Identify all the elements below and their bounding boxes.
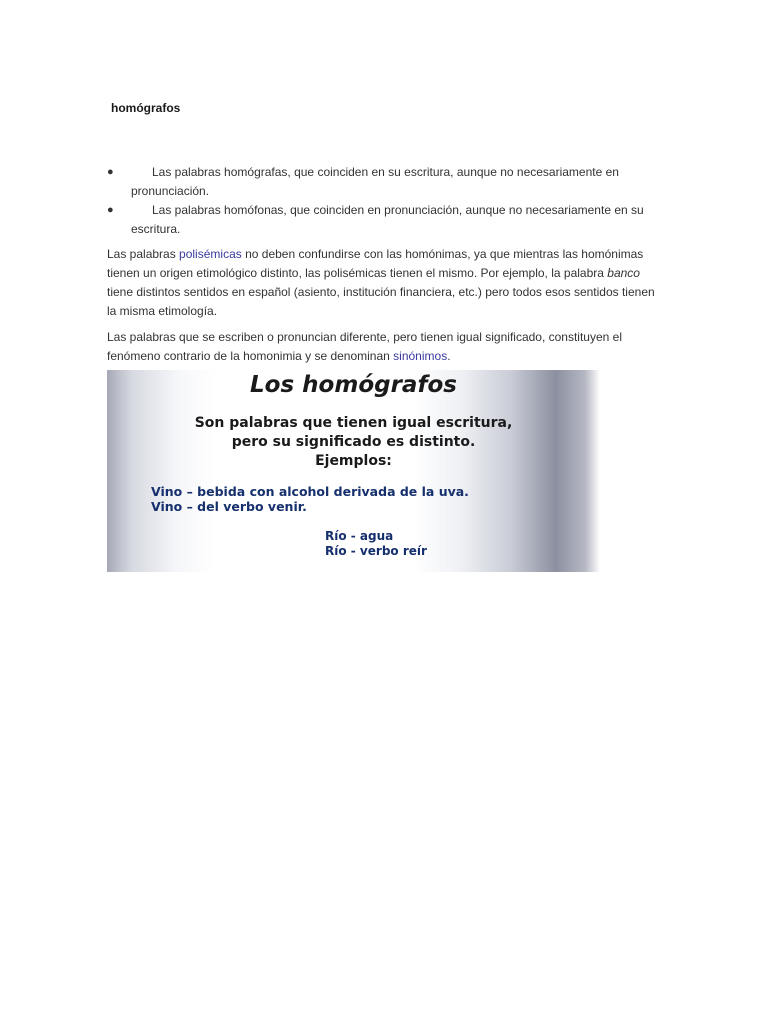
banner-description-line: pero su significado es distinto. [231,434,476,450]
bullet-list [107,163,652,239]
paragraph-text: tiene distintos sentidos en español (asiento, institución financiera, etc.) pero todos esos sentidos tienen la misma etimología. [107,285,655,318]
bullet-icon: ● [107,204,114,216]
list-item [107,201,652,239]
polisemicas-link[interactable]: polisémicas [179,247,242,261]
paragraph-text: . [447,349,451,363]
banner-example: Vino – bebida con alcohol derivada de la uva. [151,484,469,499]
paragraph-synonyms [107,328,655,366]
paragraph-text: Las palabras [107,247,180,261]
banner-description-line: Ejemplos: [315,453,392,469]
banner-example: Río - verbo reír [325,544,427,558]
homografos-banner-image [107,370,600,572]
banner-example: Río - agua [325,529,394,543]
banner-title: Los homógrafos [250,372,457,398]
banner-description [107,414,600,471]
bullet-icon: ● [107,166,114,178]
sinonimos-link[interactable]: sinónimos [393,349,448,363]
banner-description-line: Son palabras que tienen igual escritura, [194,415,513,431]
bullet-text: Las palabras homófonas, que coinciden en pronunciación, aunque no necesariamente en su escritura. [131,203,644,236]
paragraph-text: Las palabras que se escriben o pronuncian diferente, pero tienen igual significado, constituyen el fenómeno contrario de la homonimia y se denominan [107,330,623,363]
paragraph-text: no deben confundirse con las homónimas, ya que mientras las homónimas tienen un origen etimológico distinto, las polisémicas tienen el mismo. Por ejemplo, la palabra [107,247,644,280]
italic-word: banco [607,266,640,280]
list-item [107,163,652,201]
paragraph-polysemy [107,245,655,321]
document-heading: homógrafos [111,101,181,115]
banner-example: Vino – del verbo venir. [151,499,307,514]
bullet-text: Las palabras homógrafas, que coinciden en su escritura, aunque no necesariamente en pronunciación. [131,165,619,198]
